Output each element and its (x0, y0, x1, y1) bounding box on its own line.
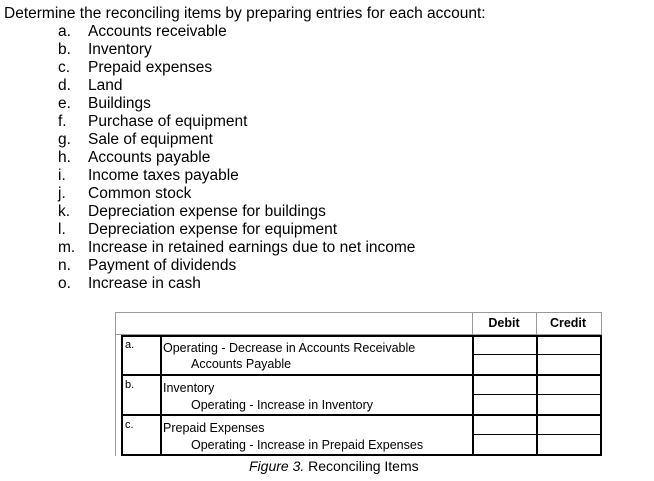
item-letter: b. (58, 41, 71, 58)
item-letter: i. (58, 167, 66, 184)
item-letter: a. (58, 23, 71, 40)
item-letter: d. (58, 77, 71, 94)
item-letter: e. (58, 95, 71, 112)
item-text: Accounts payable (88, 149, 211, 166)
row-c-bottom (121, 454, 602, 456)
item-text: Buildings (88, 95, 151, 112)
cell-divider (472, 434, 602, 435)
list-item (58, 167, 415, 185)
item-text: Purchase of equipment (88, 113, 248, 130)
list-item (58, 239, 415, 257)
list-item (58, 185, 415, 203)
list-item (58, 95, 415, 113)
item-letter: o. (58, 275, 71, 292)
item-text: Land (88, 77, 123, 94)
credit-account: Accounts Payable (191, 357, 292, 371)
item-text: Depreciation expense for buildings (88, 203, 326, 220)
item-letter: m. (58, 239, 76, 256)
instructions-heading: Determine the reconciling items by preparing entries for each account: (4, 5, 486, 22)
reconciling-table (115, 312, 603, 458)
account-list (58, 23, 415, 293)
figure-label: Figure 3. (249, 458, 305, 474)
item-text: Accounts receivable (88, 23, 227, 40)
account-col-border (160, 335, 162, 456)
list-item (58, 203, 415, 221)
list-item (58, 113, 415, 131)
debit-account: Prepaid Expenses (163, 421, 265, 435)
item-letter: l. (58, 221, 66, 238)
item-text: Increase in cash (88, 275, 201, 292)
item-text: Income taxes payable (88, 167, 239, 184)
item-text: Sale of equipment (88, 131, 213, 148)
item-letter: k. (58, 203, 71, 220)
figure-caption (249, 458, 419, 474)
list-item (58, 149, 415, 167)
row-letter: a. (125, 339, 135, 351)
figure-title: Reconciling Items (304, 458, 419, 474)
debit-header: Debit (488, 316, 520, 330)
item-text: Common stock (88, 185, 192, 202)
list-item (58, 77, 415, 95)
debit-account: Inventory (163, 381, 215, 395)
item-letter: g. (58, 131, 71, 148)
item-text: Payment of dividends (88, 257, 237, 274)
cell-divider (472, 394, 602, 395)
credit-header: Credit (549, 316, 587, 330)
list-item (58, 221, 415, 239)
list-item (58, 131, 415, 149)
item-text: Depreciation expense for equipment (88, 221, 338, 238)
letter-col-border (121, 335, 123, 456)
debit-account: Operating - Decrease in Accounts Receivable (163, 341, 416, 355)
row-letter: b. (125, 379, 135, 391)
list-item (58, 41, 415, 59)
item-letter: n. (58, 257, 71, 274)
left-border (115, 312, 116, 456)
item-letter: c. (58, 59, 71, 76)
table-top-border (115, 312, 602, 313)
list-item (58, 257, 415, 275)
item-text: Prepaid expenses (88, 59, 213, 76)
row-letter: c. (125, 419, 134, 431)
credit-account: Operating - Increase in Inventory (191, 398, 374, 412)
row-a-bottom (121, 374, 602, 376)
item-letter: f. (58, 113, 67, 130)
item-text: Inventory (88, 41, 152, 58)
item-letter: j. (58, 185, 66, 202)
item-letter: h. (58, 149, 71, 166)
row-b-bottom (121, 414, 602, 416)
item-text: Increase in retained earnings due to net income (88, 239, 416, 256)
row-a-top (121, 335, 602, 337)
credit-account: Operating - Increase in Prepaid Expenses (191, 438, 424, 452)
list-item (58, 23, 415, 41)
cell-divider (472, 354, 602, 355)
list-item (58, 275, 415, 293)
list-item (58, 59, 415, 77)
